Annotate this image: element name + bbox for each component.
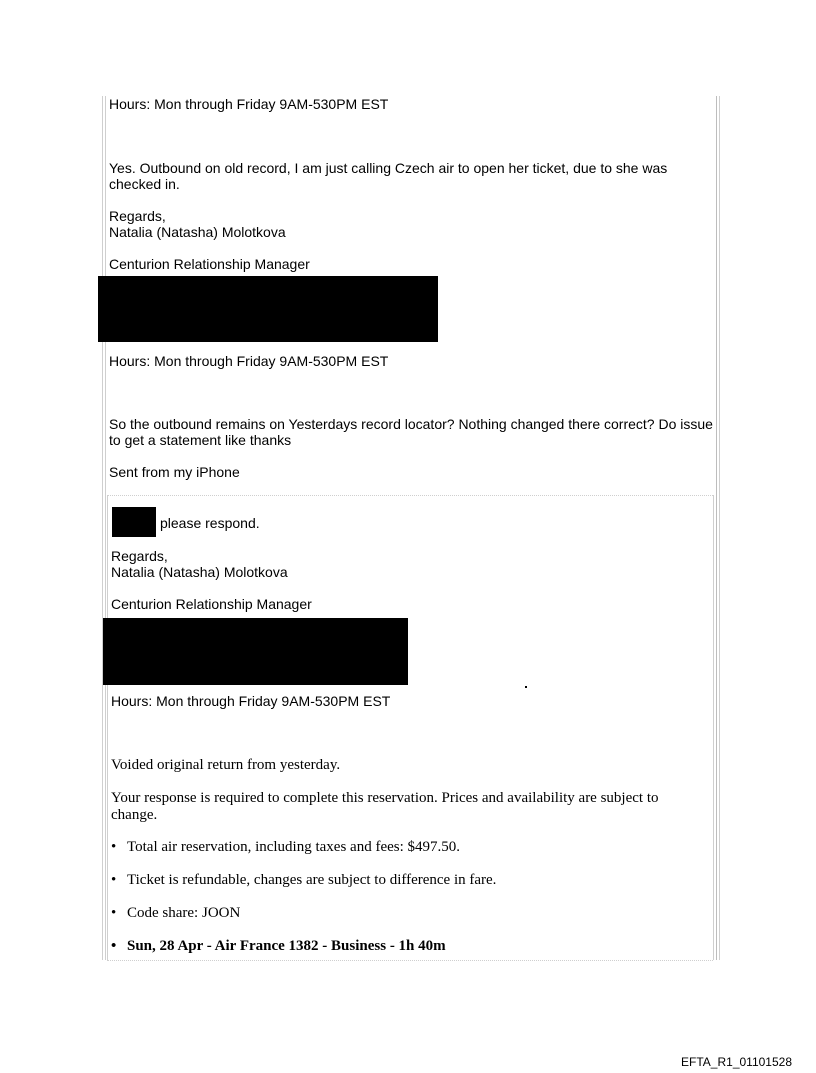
hours-line-3: Hours: Mon through Friday 9AM-530PM EST: [111, 693, 391, 709]
detail-code-share-text: Code share: JOON: [127, 905, 241, 921]
sender-name-2: Natalia (Natasha) Molotkova: [111, 564, 288, 580]
detail-refundable-text: Ticket is refundable, changes are subject to difference in fare.: [127, 872, 497, 888]
quote-bar-right-inner: [719, 96, 720, 960]
quote-box-bottom: [107, 960, 713, 961]
quote-box-top: [107, 495, 713, 496]
detail-code-share: [111, 905, 240, 922]
response-required: Your response is required to complete this reservation. Prices and availability are subject to change.: [111, 790, 659, 823]
regards-2: Regards,: [111, 548, 168, 564]
regards-1: Regards,: [109, 208, 166, 224]
sent-from-iphone: Sent from my iPhone: [109, 464, 240, 480]
hours-line-1: Hours: Mon through Friday 9AM-530PM EST: [109, 96, 389, 112]
voided-note: Voided original return from yesterday.: [111, 757, 341, 773]
sender-role-2: Centurion Relationship Manager: [111, 596, 312, 612]
reply-message: Yes. Outbound on old record, I am just calling Czech air to open her ticket, due to she was checked in.: [109, 160, 668, 192]
quote-box-left: [107, 495, 108, 960]
quote-bar-left-outer: [102, 96, 103, 960]
redaction-block-2: [103, 618, 408, 685]
detail-total: [111, 839, 460, 856]
detail-flight: [111, 938, 446, 955]
sender-name-1: Natalia (Natasha) Molotkova: [109, 224, 286, 240]
hours-line-2: Hours: Mon through Friday 9AM-530PM EST: [109, 353, 389, 369]
document-id: EFTA_R1_01101528: [681, 1055, 792, 1069]
quote-bar-right-outer: [716, 96, 717, 960]
detail-refundable: [111, 872, 496, 889]
quote-bar-left-inner: [105, 96, 106, 960]
sender-role-1: Centurion Relationship Manager: [109, 256, 310, 272]
redaction-block-1: [98, 276, 438, 342]
quote-box-right: [713, 495, 714, 960]
please-respond: please respond.: [160, 515, 260, 531]
redaction-name: [112, 507, 156, 537]
question-message: So the outbound remains on Yesterdays record locator? Nothing changed there correct? Do issue to get a statement like thanks: [109, 416, 713, 448]
stray-dot: [525, 686, 527, 688]
detail-flight-text: Sun, 28 Apr - Air France 1382 - Business - 1h 40m: [127, 938, 446, 954]
detail-total-text: Total air reservation, including taxes and fees: $497.50.: [127, 839, 461, 855]
